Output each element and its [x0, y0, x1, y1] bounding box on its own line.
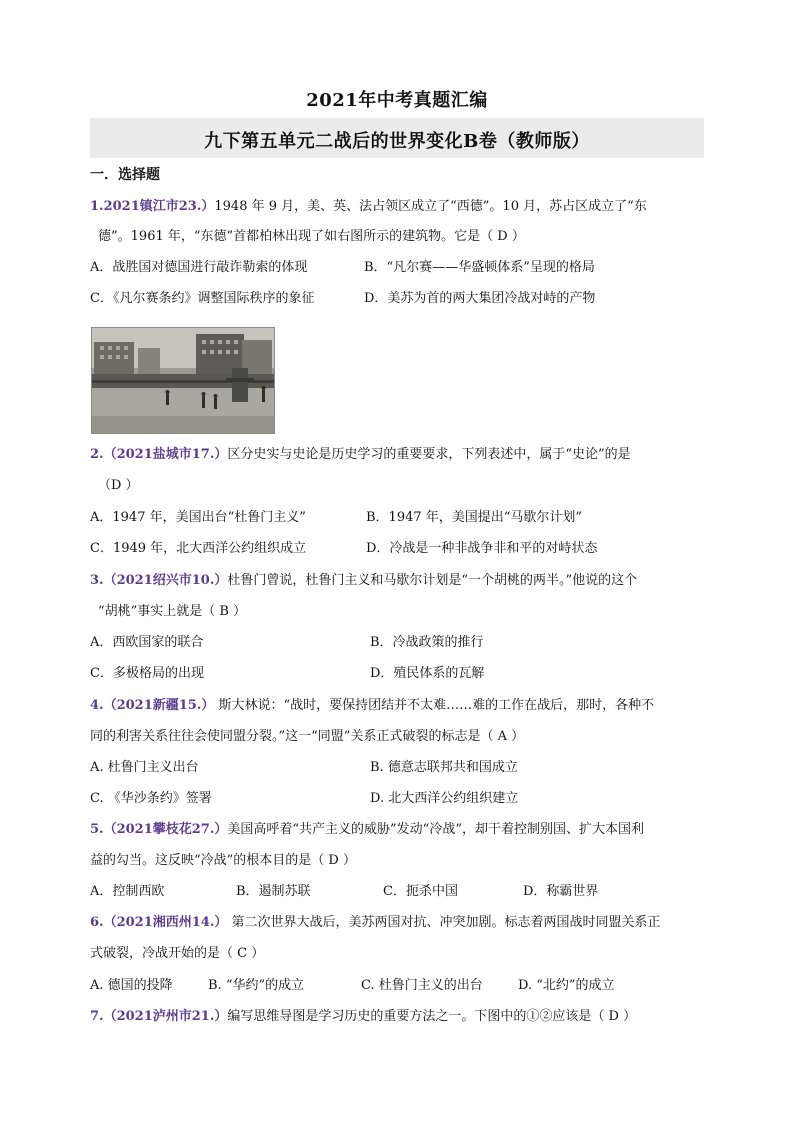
question-1-option-d: D．美苏为首的两大集团冷战对峙的产物 — [364, 291, 596, 306]
question-3-option-c: C．多极格局的出现 — [90, 666, 204, 681]
question-7-line-1 — [90, 1008, 636, 1026]
question-5-option-a: A．控制西欧 — [90, 884, 165, 899]
question-2-line-1 — [90, 446, 631, 464]
question-4-option-b: B. 德意志联邦共和国成立 — [370, 760, 518, 775]
question-2-option-b: B．1947 年，美国提出“马歇尔计划” — [366, 510, 583, 525]
question-3-option-a: A．西欧国家的联合 — [90, 635, 204, 650]
question-5-line-1 — [90, 821, 644, 839]
question-7-source: 7.（2021泸州市21.） — [90, 1009, 228, 1024]
question-6-option-b: B. “华约”的成立 — [208, 978, 305, 993]
question-3-option-d: D．殖民体系的瓦解 — [370, 666, 485, 681]
question-3-option-b: B．冷战政策的推行 — [370, 635, 484, 650]
question-5-text-2: 益的勾当。这反映“冷战”的根本目的是（ D ） — [90, 853, 356, 868]
question-4-option-d: D. 北大西洋公约组织建立 — [370, 791, 519, 806]
question-3-text-2: “胡桃”事实上就是（ B ） — [98, 604, 247, 619]
question-5-option-c: C．扼杀中国 — [383, 884, 458, 899]
question-4-text-2: 同的利害关系往往会使同盟分裂。”这一“同盟”关系正式破裂的标志是（ A ） — [90, 729, 525, 744]
question-5-option-d: D．称霸世界 — [523, 884, 599, 899]
question-2-option-d: D．冷战是一种非战争非和平的对峙状态 — [366, 541, 598, 556]
question-4-option-c: C. 《华沙条约》签署 — [90, 791, 212, 806]
question-2-source: 2.（2021盐城市17.） — [90, 447, 228, 462]
question-1-line-1 — [90, 198, 647, 216]
question-6-line-1 — [90, 914, 661, 932]
question-2-text-1: 区分史实与史论是历史学习的重要要求，下列表述中，属于“史论”的是 — [227, 447, 631, 462]
question-4-source: 4.（2021新疆15.） — [90, 698, 215, 713]
question-2-text-2: （D ） — [98, 478, 139, 493]
question-6-option-a: A. 德国的投降 — [90, 978, 173, 993]
question-1-text-1: 1948 年 9 月，美、英、法占领区成立了“西德”。10 月，苏占区成立了“东 — [214, 199, 647, 214]
question-6-source: 6.（2021湘西州14.） — [90, 915, 228, 930]
question-3-source: 3.（2021绍兴市10.） — [90, 573, 228, 588]
question-3-line-1 — [90, 572, 637, 590]
question-1-option-a: A．战胜国对德国进行敲诈勒索的体现 — [90, 260, 308, 275]
question-4-text-1: 斯大林说：“战时，要保持团结并不太难……难的工作在战后，那时，各种不 — [214, 698, 655, 713]
question-7-text-1: 编写思维导图是学习历史的重要方法之一。下图中的①②应该是（ D ） — [227, 1009, 637, 1024]
question-2-option-a: A．1947 年，美国出台“杜鲁门主义” — [90, 510, 306, 525]
question-5-text-1: 美国高呼着“共产主义的威胁”发动“冷战”，却干着控制别国、扩大本国利 — [227, 822, 644, 837]
question-5-source: 5.（2021攀枝花27.） — [90, 822, 228, 837]
question-6-option-c: C. 杜鲁门主义的出台 — [361, 978, 483, 993]
berlin-wall-photo — [91, 327, 275, 434]
question-5-option-b: B．遏制苏联 — [236, 884, 311, 899]
question-3-text-1: 杜鲁门曾说，杜鲁门主义和马歇尔计划是“一个胡桃的两半。”他说的这个 — [227, 573, 638, 588]
question-1-option-c: C．《凡尔赛条约》调整国际秩序的象征 — [90, 291, 315, 306]
section-heading: 一．选择题 — [90, 167, 160, 183]
document-subtitle: 九下第五单元二战后的世界变化B卷（教师版） — [204, 131, 590, 152]
question-4-line-1 — [90, 697, 654, 715]
question-1-source: 1.2021镇江市23.） — [90, 199, 215, 214]
question-6-option-d: D. “北约”的成立 — [518, 978, 615, 993]
question-1-text-2: 德”。1961 年，“东德”首都柏林出现了如右图所示的建筑物。它是（ D ） — [98, 229, 525, 244]
question-6-text-2: 式破裂，冷战开始的是（ C ） — [90, 946, 265, 961]
question-1-option-b: B．“凡尔赛——华盛顿体系”呈现的格局 — [364, 260, 595, 275]
document-title: 2021年中考真题汇编 — [306, 90, 488, 111]
question-4-option-a: A. 杜鲁门主义出台 — [90, 760, 199, 775]
question-2-option-c: C．1949 年，北大西洋公约组织成立 — [90, 541, 307, 556]
question-6-text-1: 第二次世界大战后，美苏两国对抗、冲突加剧。标志着两国战时同盟关系正 — [227, 915, 661, 930]
